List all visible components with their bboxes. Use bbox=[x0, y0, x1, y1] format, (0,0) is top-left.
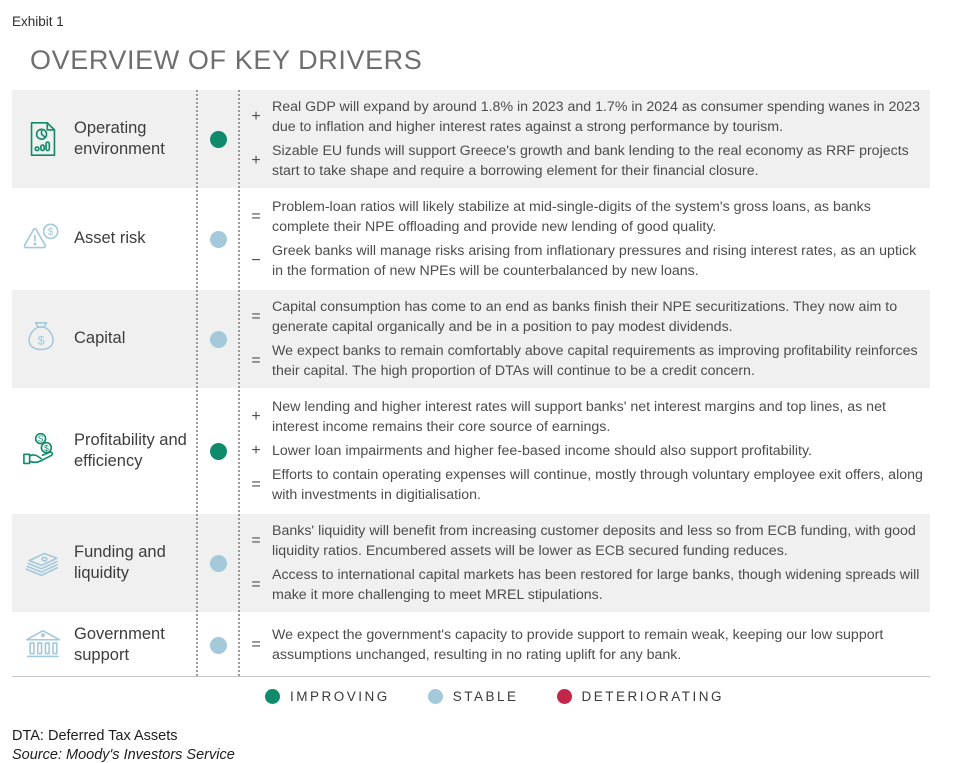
driver-row bbox=[12, 90, 930, 188]
driver-row bbox=[12, 288, 930, 388]
driver-comment-text: Real GDP will expand by around 1.8% in 2023 and 1.7% in 2024 as consumer spending wanes in 2023 due to inflation and higher interest rates against a strong performance by tourism. bbox=[272, 99, 921, 135]
banknotes-icon bbox=[12, 514, 74, 612]
driver-comments bbox=[240, 514, 930, 612]
trend-dot-improving bbox=[210, 131, 227, 148]
driver-label: Operating environment bbox=[74, 118, 165, 158]
trend-sign: = bbox=[251, 208, 261, 225]
driver-comment bbox=[240, 441, 924, 461]
trend-dot-cell bbox=[196, 90, 240, 188]
legend-label: STABLE bbox=[452, 689, 519, 704]
trend-dot-cell bbox=[196, 514, 240, 612]
driver-comment-text: Banks' liquidity will benefit from increasing customer deposits and less so from ECB funding, with good liquidity ratios. Encumbered assets will be lower as ECB secured funding reduces. bbox=[272, 523, 916, 559]
trend-dot-stable bbox=[210, 231, 227, 248]
driver-comments bbox=[240, 290, 930, 388]
page-title: OVERVIEW OF KEY DRIVERS bbox=[30, 45, 423, 75]
driver-comment-text: Efforts to contain operating expenses will continue, mostly through voluntary employee exit offers, along with investments in digitialisation. bbox=[272, 467, 923, 503]
driver-comment bbox=[240, 565, 924, 605]
driver-comment-text: Problem-loan ratios will likely stabilize at mid-single-digits of the system's gross loans, as banks complete their NPE offloading and provide new lending of good quality. bbox=[272, 199, 871, 235]
driver-comment bbox=[240, 297, 924, 337]
trend-dot-cell bbox=[196, 190, 240, 288]
driver-comment-text: Access to international capital markets has been restored for large banks, though widening spreads will make it more challenging to meet MREL stipulations. bbox=[272, 567, 920, 603]
driver-comments bbox=[240, 90, 930, 188]
warning-dollar-icon bbox=[12, 190, 74, 288]
driver-comment-text: Greek banks will manage risks arising from inflationary pressures and rising interest rates, as an uptick in the formation of new NPEs will be counterbalanced by new loans. bbox=[272, 243, 917, 279]
trend-sign: = bbox=[251, 576, 261, 593]
document-chart-icon bbox=[12, 90, 74, 188]
legend-label: DETERIORATING bbox=[581, 689, 725, 704]
driver-row bbox=[12, 512, 930, 612]
legend-dot-stable bbox=[428, 689, 443, 704]
driver-comment-text: We expect banks to remain comfortably above capital requirements as improving profitability reinforces their capital. The high proportion of DTAs will continue to be a credit concern. bbox=[272, 343, 918, 379]
trend-dot-cell bbox=[196, 290, 240, 388]
driver-label: Asset risk bbox=[74, 229, 146, 248]
driver-row bbox=[12, 388, 930, 512]
legend-label: IMPROVING bbox=[290, 689, 390, 704]
trend-sign: = bbox=[251, 532, 261, 549]
driver-comment-text: Capital consumption has come to an end as banks finish their NPE securitizations. They now aim to generate capital organically and be in a position to pay modest dividends. bbox=[272, 299, 898, 335]
drivers-table bbox=[12, 90, 930, 677]
hand-coins-icon bbox=[12, 390, 74, 512]
legend-dot-deteriorating bbox=[557, 689, 572, 704]
driver-comment bbox=[240, 625, 924, 665]
trend-sign: = bbox=[251, 352, 261, 369]
driver-comments bbox=[240, 390, 930, 512]
trend-sign: = bbox=[251, 308, 261, 325]
trend-sign: + bbox=[251, 442, 261, 459]
driver-comment bbox=[240, 141, 924, 181]
driver-comment-text: New lending and higher interest rates will support banks' net interest margins and top lines, as net interest income remains their core source of earnings. bbox=[272, 399, 886, 435]
legend-item bbox=[428, 689, 519, 704]
legend-item bbox=[557, 689, 725, 704]
driver-label: Capital bbox=[74, 329, 126, 348]
svg-text:S: S bbox=[37, 433, 44, 444]
svg-text:$: $ bbox=[37, 333, 45, 348]
trend-dot-improving bbox=[210, 443, 227, 460]
trend-sign: = bbox=[251, 636, 261, 653]
driver-comments bbox=[240, 190, 930, 288]
driver-comments bbox=[240, 614, 930, 676]
trend-sign: + bbox=[251, 152, 261, 169]
driver-comment bbox=[240, 241, 924, 281]
driver-comment bbox=[240, 465, 924, 505]
driver-comment bbox=[240, 521, 924, 561]
trend-dot-cell bbox=[196, 390, 240, 512]
source-note: Source: Moody's Investors Service bbox=[12, 747, 235, 763]
driver-comment bbox=[240, 97, 924, 137]
driver-comment bbox=[240, 197, 924, 237]
driver-comment bbox=[240, 341, 924, 381]
trend-dot-stable bbox=[210, 555, 227, 572]
driver-comment-text: We expect the government's capacity to provide support to remain weak, keeping our low support assumptions unchanged, resulting in no rating uplift for any bank. bbox=[272, 627, 884, 663]
trend-sign: − bbox=[251, 252, 261, 269]
driver-comment-text: Lower loan impairments and higher fee-based income should also support profitability. bbox=[272, 443, 812, 459]
trend-sign: + bbox=[251, 408, 261, 425]
trend-dot-cell bbox=[196, 614, 240, 676]
trend-sign: + bbox=[251, 108, 261, 125]
driver-row bbox=[12, 612, 930, 676]
driver-comment-text: Sizable EU funds will support Greece's growth and bank lending to the real economy as RRF projects start to take shape and require a borrowing element for their financial closure. bbox=[272, 143, 909, 179]
driver-comment bbox=[240, 397, 924, 437]
exhibit-label: Exhibit 1 bbox=[12, 14, 64, 29]
driver-label: Government support bbox=[74, 624, 165, 664]
svg-text:$: $ bbox=[47, 226, 54, 238]
driver-label: Profitability and efficiency bbox=[74, 430, 187, 470]
driver-row bbox=[12, 188, 930, 288]
money-bag-icon bbox=[12, 290, 74, 388]
footnote: DTA: Deferred Tax Assets bbox=[12, 728, 178, 744]
legend-item bbox=[265, 689, 390, 704]
trend-sign: = bbox=[251, 476, 261, 493]
trend-dot-stable bbox=[210, 331, 227, 348]
trend-legend bbox=[265, 689, 952, 704]
legend-dot-improving bbox=[265, 689, 280, 704]
trend-dot-stable bbox=[210, 637, 227, 654]
driver-label: Funding and liquidity bbox=[74, 542, 166, 582]
bank-building-icon bbox=[12, 614, 74, 676]
svg-text:$: $ bbox=[43, 442, 49, 453]
